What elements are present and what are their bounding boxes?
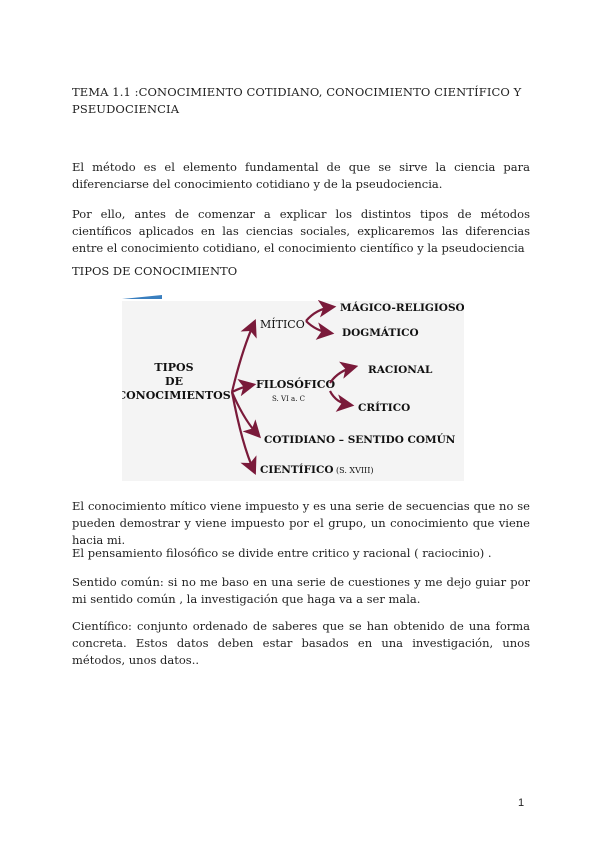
root-label-line2: DE — [165, 375, 183, 388]
node-racional: RACIONAL — [368, 364, 433, 376]
node-critico: CRÍTICO — [358, 402, 411, 414]
node-cientifico: CIENTÍFICO — [260, 464, 334, 476]
node-mitico: MÍTICO — [260, 318, 305, 331]
paragraph-intro: El método es el elemento fundamental de que se sirve la ciencia para diferenciarse del conocimiento cotidiano y de la pseudociencia. — [72, 160, 530, 191]
document-title: TEMA 1.1 :CONOCIMIENTO COTIDIANO, CONOCIMIENTO CIENTÍFICO Y PSEUDOCIENCIA — [72, 85, 522, 116]
node-cotidiano: COTIDIANO – SENTIDO COMÚN — [264, 434, 456, 446]
paragraph-filosofico: El pensamiento filosófico se divide entre critico y racional ( raciocinio) . — [72, 546, 492, 560]
node-filosofico-date: S. VI a. C — [272, 395, 306, 403]
section-subtitle: TIPOS DE CONOCIMIENTO — [72, 264, 238, 278]
node-filosofico: FILOSÓFICO — [256, 378, 336, 391]
root-label-line3: CONOCIMIENTOS — [122, 389, 231, 402]
knowledge-types-diagram — [122, 295, 464, 481]
root-label-line1: TIPOS — [154, 361, 194, 374]
paragraph-purpose: Por ello, antes de comenzar a explicar los distintos tipos de métodos científicos aplicados en las ciencias sociales, explicaremos las diferencias entre el conocimiento cotidiano, el conocimiento científico y la pseudociencia — [72, 207, 530, 255]
paragraph-mitico: El conocimiento mítico viene impuesto y es una serie de secuencias que no se pueden demostrar y viene impuesto por el grupo, un conocimiento que viene hacia mi. — [72, 499, 530, 547]
paragraph-cientifico: Científico: conjunto ordenado de saberes que se han obtenido de una forma concreta. Estos datos deben estar basados en una investigación, unos métodos, unos datos.. — [72, 619, 530, 667]
node-dogmatico: DOGMÁTICO — [342, 327, 419, 339]
node-magico-religioso: MÁGICO-RELIGIOSO — [340, 302, 464, 314]
diagram-svg — [122, 295, 464, 481]
node-cientifico-date: (S. XVIII) — [336, 466, 374, 475]
page-number: 1 — [518, 797, 525, 809]
paragraph-sentido-comun: Sentido común: si no me baso en una serie de cuestiones y me dejo guiar por mi sentido común , la investigación que haga va a ser mala. — [72, 575, 530, 606]
diagram-corner-mark — [122, 295, 162, 299]
